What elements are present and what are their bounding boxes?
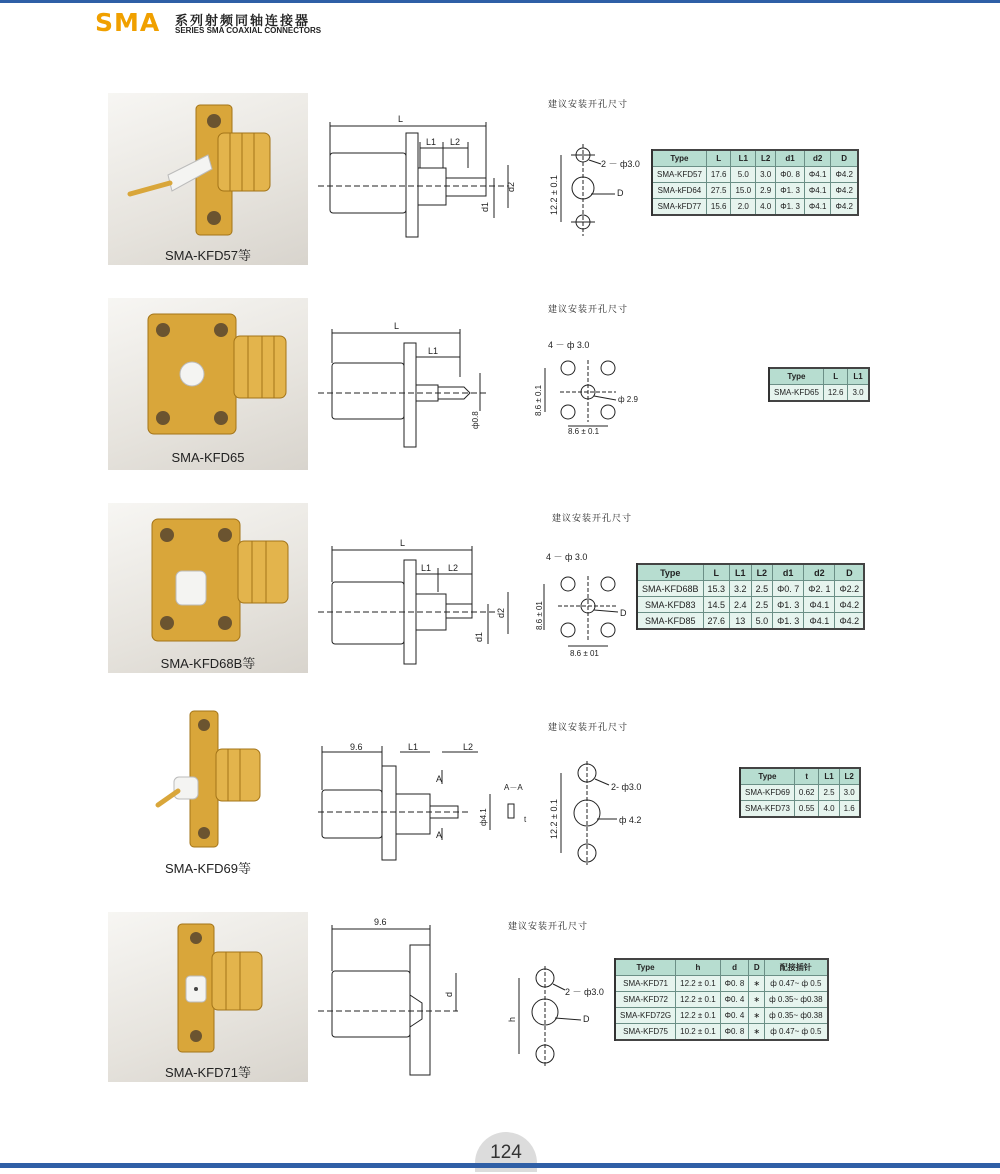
value-cell: ∗ bbox=[749, 976, 765, 992]
table-row bbox=[740, 785, 860, 801]
hole-size-title: 建议安装开孔尺寸 bbox=[548, 99, 629, 109]
connector-photo-image bbox=[108, 503, 308, 653]
value-cell: 5.0 bbox=[751, 613, 773, 630]
connector-photo-image bbox=[108, 93, 308, 243]
connector-photo-image bbox=[108, 705, 308, 855]
table-row bbox=[652, 199, 858, 216]
column-header: Type bbox=[740, 768, 794, 785]
column-header: d2 bbox=[804, 150, 831, 167]
table-header-row bbox=[652, 150, 858, 167]
hole-span-label: 12.2 ± 0.1 bbox=[549, 175, 559, 215]
column-header: Type bbox=[652, 150, 706, 167]
value-cell: Φ4.2 bbox=[835, 597, 864, 613]
table-row bbox=[652, 167, 858, 183]
value-cell: 12.2 ± 0.1 bbox=[676, 1008, 721, 1024]
column-header: L bbox=[706, 150, 731, 167]
table-row bbox=[637, 597, 864, 613]
value-cell: Φ0. 7 bbox=[773, 581, 804, 597]
value-cell: 5.0 bbox=[731, 167, 756, 183]
type-cell: SMA-KFD71 bbox=[615, 976, 676, 992]
connector-photo-image bbox=[108, 912, 308, 1062]
value-cell: 14.5 bbox=[703, 597, 730, 613]
hole-size-title: 建议安装开孔尺寸 bbox=[508, 921, 589, 931]
spec-table bbox=[651, 149, 859, 216]
column-header: L1 bbox=[731, 150, 756, 167]
dim-L1: L1 bbox=[408, 742, 419, 752]
value-cell: 3.0 bbox=[848, 385, 869, 402]
value-cell: Φ0. 8 bbox=[776, 167, 805, 183]
type-cell: SMA-KFD68B bbox=[637, 581, 703, 597]
table-row bbox=[615, 1008, 828, 1024]
hole-h-label: h bbox=[507, 1016, 517, 1022]
connector-photo-image bbox=[108, 298, 308, 448]
product-name: SMA-KFD69等 bbox=[165, 861, 251, 876]
hole-D-label: D bbox=[617, 188, 624, 198]
value-cell: Φ0. 4 bbox=[720, 1008, 749, 1024]
column-header: L bbox=[823, 368, 848, 385]
product-photo bbox=[108, 912, 308, 1082]
dim-L: L bbox=[398, 114, 404, 124]
dim-L: L bbox=[400, 538, 406, 548]
column-header: L1 bbox=[730, 564, 752, 581]
hole-count-label: 2 － ф3.0 bbox=[565, 987, 604, 997]
value-cell: Φ2.2 bbox=[835, 581, 864, 597]
spec-table bbox=[636, 563, 865, 630]
table-row bbox=[637, 613, 864, 630]
column-header: L bbox=[703, 564, 730, 581]
column-header: h bbox=[676, 959, 721, 976]
value-cell: Φ4.2 bbox=[835, 613, 864, 630]
sma-logo: SMA bbox=[95, 8, 161, 37]
value-cell: 0.62 bbox=[794, 785, 819, 801]
type-cell: SMA-KFD72 bbox=[615, 992, 676, 1008]
dimension-drawing bbox=[318, 915, 478, 1085]
product-name: SMA-KFD68B等 bbox=[160, 656, 256, 671]
dim-d2: d2 bbox=[506, 181, 516, 192]
value-cell: 2.9 bbox=[756, 183, 776, 199]
value-cell: 0.55 bbox=[794, 801, 819, 818]
section-mark-A: A bbox=[436, 774, 443, 784]
hole-pattern-drawing bbox=[545, 757, 665, 872]
hole-pattern-drawing bbox=[530, 548, 640, 663]
column-header: D bbox=[831, 150, 858, 167]
column-header: D bbox=[749, 959, 765, 976]
hole-pattern-drawing bbox=[505, 960, 615, 1075]
column-header: t bbox=[794, 768, 819, 785]
value-cell: 3.0 bbox=[756, 167, 776, 183]
value-cell: Φ4.2 bbox=[831, 199, 858, 216]
type-cell: SMA-KFD57 bbox=[652, 167, 706, 183]
dimension-drawing bbox=[318, 315, 498, 455]
value-cell: 13 bbox=[730, 613, 752, 630]
type-cell: SMA-kFD64 bbox=[652, 183, 706, 199]
value-cell: Φ1. 3 bbox=[773, 613, 804, 630]
value-cell: 4.0 bbox=[756, 199, 776, 216]
column-header: L1 bbox=[848, 368, 869, 385]
value-cell: Φ1. 3 bbox=[773, 597, 804, 613]
dimension-drawing bbox=[318, 534, 528, 674]
table-row bbox=[740, 801, 860, 818]
value-cell: 12.2 ± 0.1 bbox=[676, 992, 721, 1008]
table-row bbox=[615, 992, 828, 1008]
dim-L2: L2 bbox=[448, 563, 459, 573]
hole-size-title: 建议安装开孔尺寸 bbox=[548, 304, 629, 314]
column-header: Type bbox=[769, 368, 823, 385]
value-cell: 2.0 bbox=[731, 199, 756, 216]
hole-count-label: 4 － ф 3.0 bbox=[546, 552, 588, 562]
value-cell: ф 0.35~ ф0.38 bbox=[765, 1008, 828, 1024]
product-name: SMA-KFD57等 bbox=[165, 248, 251, 263]
column-header: L1 bbox=[819, 768, 839, 785]
table-header-row bbox=[637, 564, 864, 581]
value-cell: 2.5 bbox=[751, 597, 773, 613]
dim-t: t bbox=[524, 815, 527, 824]
dimension-drawing bbox=[318, 108, 528, 248]
value-cell: 4.0 bbox=[819, 801, 839, 818]
hole-D-label: D bbox=[620, 608, 627, 618]
dim-d1: d1 bbox=[474, 631, 484, 642]
dimension-drawing bbox=[318, 740, 538, 870]
column-header: d1 bbox=[773, 564, 804, 581]
value-cell: Φ0. 4 bbox=[720, 992, 749, 1008]
center-hole-label: ф 2.9 bbox=[618, 395, 638, 404]
type-cell: SMA-kFD77 bbox=[652, 199, 706, 216]
table-row bbox=[637, 581, 864, 597]
dim-d2: d2 bbox=[496, 607, 506, 618]
value-cell: 15.0 bbox=[731, 183, 756, 199]
value-cell: 3.2 bbox=[730, 581, 752, 597]
value-cell: Φ4.2 bbox=[831, 167, 858, 183]
value-cell: ф 0.35~ ф0.38 bbox=[765, 992, 828, 1008]
dim-L1: L1 bbox=[421, 563, 432, 573]
hole-pattern-drawing bbox=[530, 336, 660, 441]
value-cell: 27.5 bbox=[706, 183, 731, 199]
column-header: L2 bbox=[751, 564, 773, 581]
product-name: SMA-KFD65 bbox=[171, 450, 245, 465]
dim-length: 9.6 bbox=[350, 742, 363, 752]
dim-L1: L1 bbox=[426, 137, 437, 147]
product-photo bbox=[108, 298, 308, 470]
hole-pattern-drawing bbox=[545, 140, 645, 245]
value-cell: ∗ bbox=[749, 1008, 765, 1024]
value-cell: Φ2. 1 bbox=[804, 581, 835, 597]
column-header: Type bbox=[615, 959, 676, 976]
value-cell: ф 0.47~ ф 0.5 bbox=[765, 1024, 828, 1041]
hole-vertical-label: 8.6 ± 0.1 bbox=[534, 384, 543, 416]
dim-L: L bbox=[394, 321, 400, 331]
value-cell: ∗ bbox=[749, 1024, 765, 1041]
header-title-en: SERIES SMA COAXIAL CONNECTORS bbox=[175, 26, 322, 35]
product-photo bbox=[108, 93, 308, 265]
top-rule bbox=[0, 0, 1000, 3]
value-cell: 2.4 bbox=[730, 597, 752, 613]
type-cell: SMA-KFD69 bbox=[740, 785, 794, 801]
column-header: D bbox=[835, 564, 864, 581]
hole-horizontal-label: 8.6 ± 01 bbox=[570, 649, 599, 658]
dim-d: ф4.1 bbox=[479, 808, 488, 826]
column-header: Type bbox=[637, 564, 703, 581]
column-header: L2 bbox=[756, 150, 776, 167]
value-cell: Φ4.1 bbox=[804, 199, 831, 216]
table-row bbox=[769, 385, 869, 402]
value-cell: Φ1. 3 bbox=[776, 183, 805, 199]
hole-size-title: 建议安装开孔尺寸 bbox=[548, 722, 629, 732]
table-row bbox=[615, 1024, 828, 1041]
value-cell: Φ4.1 bbox=[804, 597, 835, 613]
hole-size-title: 建议安装开孔尺寸 bbox=[552, 513, 633, 523]
value-cell: ∗ bbox=[749, 992, 765, 1008]
type-cell: SMA-KFD65 bbox=[769, 385, 823, 402]
page-number: 124 bbox=[475, 1132, 537, 1172]
bottom-rule bbox=[0, 1163, 1000, 1168]
value-cell: 27.6 bbox=[703, 613, 730, 630]
value-cell: Φ1. 3 bbox=[776, 199, 805, 216]
value-cell: Φ0. 8 bbox=[720, 1024, 749, 1041]
value-cell: 17.6 bbox=[706, 167, 731, 183]
dim-d1: d1 bbox=[480, 201, 490, 212]
value-cell: 1.6 bbox=[839, 801, 860, 818]
dim-length: 9.6 bbox=[374, 917, 387, 927]
column-header: d1 bbox=[776, 150, 805, 167]
dim-L2: L2 bbox=[450, 137, 461, 147]
hole-D-label: D bbox=[583, 1014, 590, 1024]
spec-table bbox=[614, 958, 829, 1041]
value-cell: 10.2 ± 0.1 bbox=[676, 1024, 721, 1041]
type-cell: SMA-KFD73 bbox=[740, 801, 794, 818]
value-cell: 12.6 bbox=[823, 385, 848, 402]
product-name: SMA-KFD71等 bbox=[165, 1065, 251, 1080]
table-row bbox=[652, 183, 858, 199]
section-label-AA: A－A bbox=[504, 783, 523, 792]
center-hole-label: ф 4.2 bbox=[619, 815, 642, 825]
value-cell: Φ4.1 bbox=[804, 167, 831, 183]
value-cell: 12.2 ± 0.1 bbox=[676, 976, 721, 992]
dim-d: d bbox=[444, 991, 454, 997]
spec-table bbox=[768, 367, 870, 402]
dim-L1: L1 bbox=[428, 346, 439, 356]
column-header: d bbox=[720, 959, 749, 976]
value-cell: Φ4.1 bbox=[804, 183, 831, 199]
column-header: 配接插针 bbox=[765, 959, 828, 976]
value-cell: 2.5 bbox=[751, 581, 773, 597]
value-cell: 3.0 bbox=[839, 785, 860, 801]
value-cell: 2.5 bbox=[819, 785, 839, 801]
section-mark-A: A bbox=[436, 830, 443, 840]
value-cell: 15.3 bbox=[703, 581, 730, 597]
type-cell: SMA-KFD75 bbox=[615, 1024, 676, 1041]
spec-table bbox=[739, 767, 861, 818]
value-cell: Φ0. 8 bbox=[720, 976, 749, 992]
header-title-cn: 系列射频同轴连接器 bbox=[175, 13, 311, 28]
product-photo bbox=[108, 503, 308, 673]
table-header-row bbox=[615, 959, 828, 976]
column-header: L2 bbox=[839, 768, 860, 785]
type-cell: SMA-KFD83 bbox=[637, 597, 703, 613]
value-cell: Φ4.2 bbox=[831, 183, 858, 199]
dim-L2: L2 bbox=[463, 742, 474, 752]
value-cell: ф 0.47~ ф 0.5 bbox=[765, 976, 828, 992]
value-cell: Φ4.1 bbox=[804, 613, 835, 630]
product-photo bbox=[108, 705, 308, 875]
hole-count-label: 4 － ф 3.0 bbox=[548, 340, 590, 350]
value-cell: 15.6 bbox=[706, 199, 731, 216]
dim-d: ф0.8 bbox=[471, 411, 480, 429]
hole-vertical-label: 8.6 ± 01 bbox=[535, 601, 544, 630]
hole-count-label: 2- ф3.0 bbox=[611, 782, 642, 792]
hole-span-label: 12.2 ± 0.1 bbox=[549, 799, 559, 839]
type-cell: SMA-KFD85 bbox=[637, 613, 703, 630]
hole-horizontal-label: 8.6 ± 0.1 bbox=[568, 427, 600, 436]
table-row bbox=[615, 976, 828, 992]
hole-count-label: 2 － ф3.0 bbox=[601, 159, 640, 169]
column-header: d2 bbox=[804, 564, 835, 581]
type-cell: SMA-KFD72G bbox=[615, 1008, 676, 1024]
table-header-row bbox=[740, 768, 860, 785]
table-header-row bbox=[769, 368, 869, 385]
